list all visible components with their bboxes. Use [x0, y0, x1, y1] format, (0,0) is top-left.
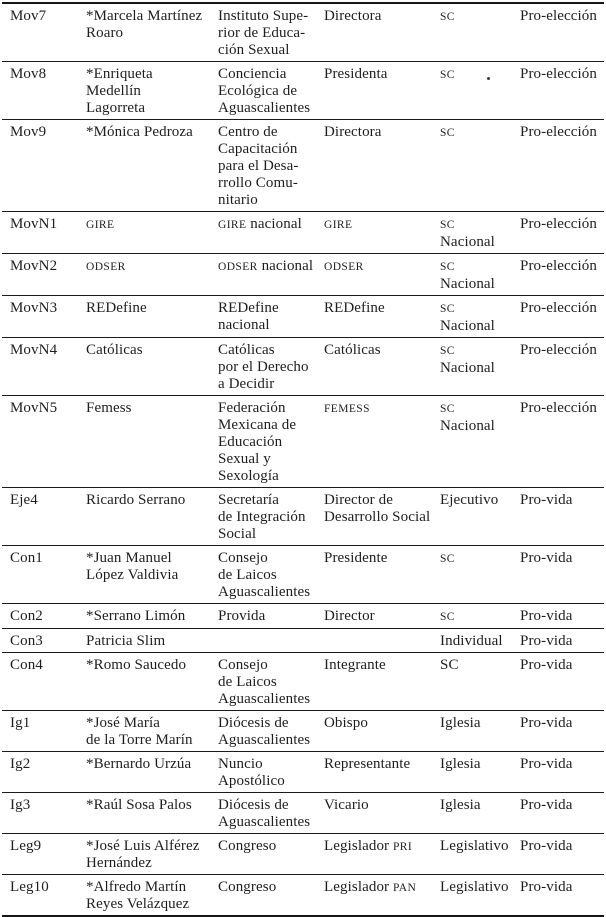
cell-position: [318, 212, 434, 254]
cell-actor: REDefine: [86, 300, 147, 316]
cell-position: Católicas: [324, 342, 381, 358]
cell-actor: Patricia Slim: [86, 633, 166, 649]
cell-code: Con2: [10, 608, 43, 624]
cell-category: SC Nacional: [440, 261, 495, 292]
cell-position: Integrante: [324, 657, 386, 673]
cell-actor: *Marcela Martínez Roaro: [86, 8, 203, 41]
smallcaps-token: SC: [440, 403, 455, 415]
cell-code: Con1: [10, 550, 43, 566]
cell-stance: Pro-vida: [520, 608, 573, 624]
cell-organization: Federación Mexicana de Educación Sexual y Sexología: [218, 400, 297, 484]
cell-stance: Pro-vida: [520, 879, 573, 895]
cell-category: Iglesia: [440, 756, 481, 772]
table-row: [2, 488, 604, 546]
cell-stance: Pro-elección: [520, 66, 597, 82]
cell-organization: Consejo de Laicos Aguascalientes: [218, 550, 311, 600]
cell-organization: REDefine nacional: [218, 300, 279, 333]
smallcaps-token: FEMESS: [324, 403, 370, 415]
cell-actor: *Bernardo Urzúa: [86, 756, 192, 772]
cell-actor: Femess: [86, 400, 132, 416]
smallcaps-token: ODSER: [86, 261, 126, 273]
cell-code: MovN2: [10, 258, 58, 274]
cell-code: Mov7: [10, 8, 47, 24]
cell-code: Ig2: [10, 756, 31, 772]
table-row: [2, 834, 604, 875]
cell-organization: Centro de Capacitación para el Desa- rrollo Comu- nitario: [218, 124, 299, 208]
cell-position: Vicario: [324, 797, 369, 813]
smallcaps-token: PRI: [393, 841, 413, 853]
cell-position: [318, 629, 434, 653]
cell-category: SC: [440, 657, 459, 673]
smallcaps-token: ODSER: [218, 261, 258, 273]
cell-actor: *Enriqueta Medellín Lagorreta: [86, 66, 153, 116]
cell-organization: Secretaría de Integración Social: [218, 492, 306, 542]
cell-organization: Congreso: [218, 879, 277, 895]
cell-actor: [80, 254, 212, 296]
smallcaps-token: GIRE: [324, 219, 353, 231]
cell-organization: GIRE nacional: [218, 216, 302, 232]
cell-actor: *José Luis Alférez Hernández: [86, 838, 200, 871]
cell-position: Director de Desarrollo Social: [324, 492, 431, 525]
table-row: [2, 604, 604, 629]
cell-actor: Católicas: [86, 342, 143, 358]
cell-stance: Pro-elección: [520, 342, 597, 358]
table-row: [2, 62, 604, 120]
table-row: [2, 711, 604, 752]
cell-organization: Congreso: [218, 838, 277, 854]
cell-category: Individual: [440, 633, 503, 649]
cell-organization: Diócesis de Aguascalientes: [218, 715, 311, 748]
cell-category: Ejecutivo: [440, 492, 499, 508]
cell-organization: Instituto Supe- rior de Educa- ción Sexual: [218, 8, 309, 58]
smallcaps-token: SC: [440, 219, 455, 231]
table-row: [2, 296, 604, 338]
cell-organization: ODSER nacional: [218, 258, 314, 274]
cell-position: Presidenta: [324, 66, 388, 82]
cell-position: Legislador PAN: [324, 879, 417, 895]
table-row: [2, 120, 604, 212]
cell-category: Legislativo: [440, 879, 509, 895]
cell-stance: Pro-elección: [520, 258, 597, 274]
cell-code: MovN1: [10, 216, 58, 232]
cell-code: MovN4: [10, 342, 58, 358]
cell-stance: Pro-vida: [520, 715, 573, 731]
cell-stance: Pro-vida: [520, 657, 573, 673]
cell-category: [434, 3, 514, 62]
table-row: [2, 396, 604, 488]
cell-position: [318, 396, 434, 488]
cell-category: Iglesia: [440, 715, 481, 731]
cell-actor: Ricardo Serrano: [86, 492, 186, 508]
cell-organization: Diócesis de Aguascalientes: [218, 797, 311, 830]
smallcaps-token: GIRE: [86, 219, 115, 231]
cell-code: Ig1: [10, 715, 31, 731]
table-row: [2, 653, 604, 711]
cell-category: [434, 120, 514, 212]
cell-actor: *José María de la Torre Marín: [86, 715, 193, 748]
smallcaps-token: SC: [440, 611, 455, 623]
cell-stance: Pro-vida: [520, 838, 573, 854]
cell-position: Directora: [324, 8, 382, 24]
table-row: [2, 3, 604, 62]
cell-actor: [80, 212, 212, 254]
cell-organization: Nuncio Apostólico: [218, 756, 285, 789]
cell-code: Mov8: [10, 66, 47, 82]
cell-stance: Pro-vida: [520, 550, 573, 566]
table-row: [2, 793, 604, 834]
cell-stance: Pro-vida: [520, 797, 573, 813]
table-row: [2, 629, 604, 653]
cell-stance: Pro-elección: [520, 216, 597, 232]
cell-organization: Provida: [218, 608, 266, 624]
cell-category: [434, 604, 514, 629]
smallcaps-token: SC: [440, 303, 455, 315]
table-row: [2, 875, 604, 917]
ink-dot-artifact: [487, 77, 490, 80]
cell-actor: *Juan Manuel López Valdivia: [86, 550, 179, 583]
cell-code: Ig3: [10, 797, 31, 813]
cell-stance: Pro-elección: [520, 300, 597, 316]
table-row: [2, 752, 604, 793]
cell-category: Iglesia: [440, 797, 481, 813]
cell-actor: *Romo Saucedo: [86, 657, 187, 673]
cell-category: [434, 546, 514, 604]
cell-code: Con3: [10, 633, 43, 649]
cell-code: Mov9: [10, 124, 47, 140]
table-row: [2, 212, 604, 254]
smallcaps-token: SC: [440, 553, 455, 565]
actors-table: [2, 2, 604, 917]
cell-stance: Pro-vida: [520, 492, 573, 508]
cell-organization: Consejo de Laicos Aguascalientes: [218, 657, 311, 707]
cell-position: Representante: [324, 756, 411, 772]
smallcaps-token: SC: [440, 11, 455, 23]
cell-category: SC Nacional: [440, 345, 495, 376]
cell-code: Con4: [10, 657, 43, 673]
cell-category: SC Nacional: [440, 403, 495, 434]
cell-stance: Pro-elección: [520, 8, 597, 24]
cell-code: Leg10: [10, 879, 49, 895]
actors-table-body: [2, 3, 604, 916]
cell-actor: *Raúl Sosa Palos: [86, 797, 192, 813]
cell-actor: *Mónica Pedroza: [86, 124, 193, 140]
cell-position: Legislador PRI: [324, 838, 413, 854]
smallcaps-token: SC: [440, 127, 455, 139]
cell-stance: Pro-elección: [520, 400, 597, 416]
smallcaps-token: GIRE: [218, 219, 247, 231]
cell-actor: *Alfredo Martín Reyes Velázquez: [86, 879, 190, 912]
table-row: [2, 254, 604, 296]
cell-position: [318, 254, 434, 296]
cell-position: Presidente: [324, 550, 388, 566]
smallcaps-token: ODSER: [324, 261, 364, 273]
cell-stance: Pro-elección: [520, 124, 597, 140]
cell-position: REDefine: [324, 300, 385, 316]
cell-position: Directora: [324, 124, 382, 140]
cell-position: Obispo: [324, 715, 368, 731]
cell-code: MovN5: [10, 400, 58, 416]
cell-category: SC Nacional: [440, 303, 495, 334]
cell-stance: Pro-vida: [520, 756, 573, 772]
cell-organization: Católicas por el Derecho a Decidir: [218, 342, 309, 392]
smallcaps-token: SC: [440, 261, 455, 273]
cell-organization: Conciencia Ecológica de Aguascalientes: [218, 66, 311, 116]
cell-code: Eje4: [10, 492, 38, 508]
smallcaps-token: SC: [440, 345, 455, 357]
cell-actor: *Serrano Limón: [86, 608, 186, 624]
cell-category: [434, 62, 514, 120]
smallcaps-token: SC: [440, 69, 455, 81]
table-row: [2, 546, 604, 604]
cell-code: Leg9: [10, 838, 42, 854]
cell-category: SC Nacional: [440, 219, 495, 250]
table-row: [2, 338, 604, 396]
cell-position: Director: [324, 608, 375, 624]
cell-code: MovN3: [10, 300, 58, 316]
cell-organization: [212, 629, 318, 653]
cell-category: Legislativo: [440, 838, 509, 854]
smallcaps-token: PAN: [393, 882, 417, 894]
cell-stance: Pro-vida: [520, 633, 573, 649]
